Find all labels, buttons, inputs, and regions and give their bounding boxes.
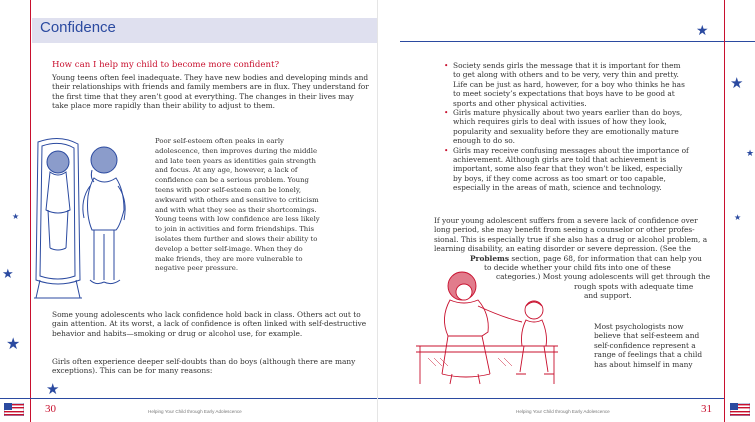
right-page xyxy=(378,0,755,422)
girls-doubts-paragraph: Girls often experience deeper self-doubts than do boys (although there are many exceptions). This can be for many reasons: xyxy=(52,357,356,376)
paragraph-line: range of feelings that a child xyxy=(594,350,703,360)
page-number: 30 xyxy=(45,403,56,415)
star-icon: ★ xyxy=(2,267,14,282)
running-footer: Helping Your Child through Early Adolescence xyxy=(516,409,610,414)
page-number: 31 xyxy=(701,403,712,415)
star-icon: ★ xyxy=(746,149,755,159)
paragraph-line: Most psychologists now xyxy=(594,322,684,331)
left-page xyxy=(0,0,377,422)
star-icon: ★ xyxy=(6,334,21,353)
paragraph-line: long period, she may benefit from seeing a counselor or other profes- xyxy=(434,225,695,235)
paragraph-line: sional. This is especially true if she also has a drug or alcohol problem, a xyxy=(434,234,708,244)
mother-child-illustration xyxy=(408,262,590,388)
us-flag-icon xyxy=(4,403,24,416)
right-margin-rule xyxy=(724,0,725,422)
intro-paragraph: Young teens often feel inadequate. They have new bodies and developing minds and their relationships with friends and family members are in flux. They understand for the first time that they aren’t good at everything. The changes in their lives may take place more rapidly than their ability to adjust to them. xyxy=(52,73,369,111)
reasons-list xyxy=(444,61,689,193)
paragraph-line: and support. xyxy=(584,291,632,301)
paragraph-line: learning disability, an eating disorder or severe depression. (See the xyxy=(434,244,691,254)
behavior-paragraph: Some young adolescents who lack confidence hold back in class. Others act out to gain attention. At its worst, a lack of confidence is often linked with self-destructive behavior and habits—smoking or drug or alcohol use, for example. xyxy=(52,310,367,338)
girl-mirror-illustration xyxy=(20,130,138,305)
footer-rule xyxy=(378,398,724,399)
star-icon: ★ xyxy=(46,380,60,398)
list-item: • Girls may receive confusing messages about the importance of achievement. Although girls are told that achievement is important, some also fear that they won’t be liked, especially by boys, if they come across as too smart or too capable, especially in the areas of math, science and technology. xyxy=(444,145,689,193)
psychologists-paragraph xyxy=(594,322,714,369)
section-subheading: How can I help my child to become more confident? xyxy=(52,60,280,70)
star-icon: ★ xyxy=(730,74,744,92)
header-rule xyxy=(400,41,755,42)
self-esteem-paragraph: Poor self-esteem often peaks in early adolescence, then improves during the middle and late teen years as identities gain strength and focus. At any age, however, a lack of confidence can be a serious problem. Young teens with poor self-esteem can be lonely, awkward with others and sensitive to criticism and with what they see as their shortcomings. Young teens with low confidence are less likely to join in activities and form friendships. This isolates them further and slows their ability to develop a better self-image. When they do make friends, they are more vulnerable to negative peer pressure. xyxy=(155,137,320,273)
list-item: • Girls mature physically about two years earlier than do boys, which requires girls to deal with issues of how they look, popularity and sexuality before they are emotionally mature enough to do so. xyxy=(444,108,683,146)
paragraph-line: categories.) Most young adolescents will get through the xyxy=(496,272,711,282)
star-icon: ★ xyxy=(734,213,742,222)
paragraph-line: If your young adolescent suffers from a severe lack of confidence over xyxy=(434,216,698,225)
us-flag-icon xyxy=(730,403,750,416)
paragraph-line: to decide whether your child fits into one of these xyxy=(484,263,671,273)
paragraph-line: rough spots with adequate time xyxy=(574,281,694,291)
star-icon: ★ xyxy=(12,212,20,221)
paragraph-line: self-confidence represent a xyxy=(594,340,696,350)
star-icon: ★ xyxy=(696,23,709,39)
footer-rule xyxy=(0,398,377,399)
page-title: Confidence xyxy=(40,19,116,36)
running-footer: Helping Your Child through Early Adolescence xyxy=(148,409,242,414)
paragraph-line: has about himself in many xyxy=(594,359,693,369)
problems-link-text: Problems xyxy=(470,253,510,263)
paragraph-line: Problems section, page 68, for information that can help you xyxy=(470,253,702,263)
list-item: • Society sends girls the message that it is important for them to get along with others and to be very, very thin and pretty. Life can be just as hard, however, for a boy who thinks he has to meet society’s expectations that boys have to be good at sports and other physical activities. xyxy=(444,61,685,108)
paragraph-line: believe that self-esteem and xyxy=(594,331,700,341)
